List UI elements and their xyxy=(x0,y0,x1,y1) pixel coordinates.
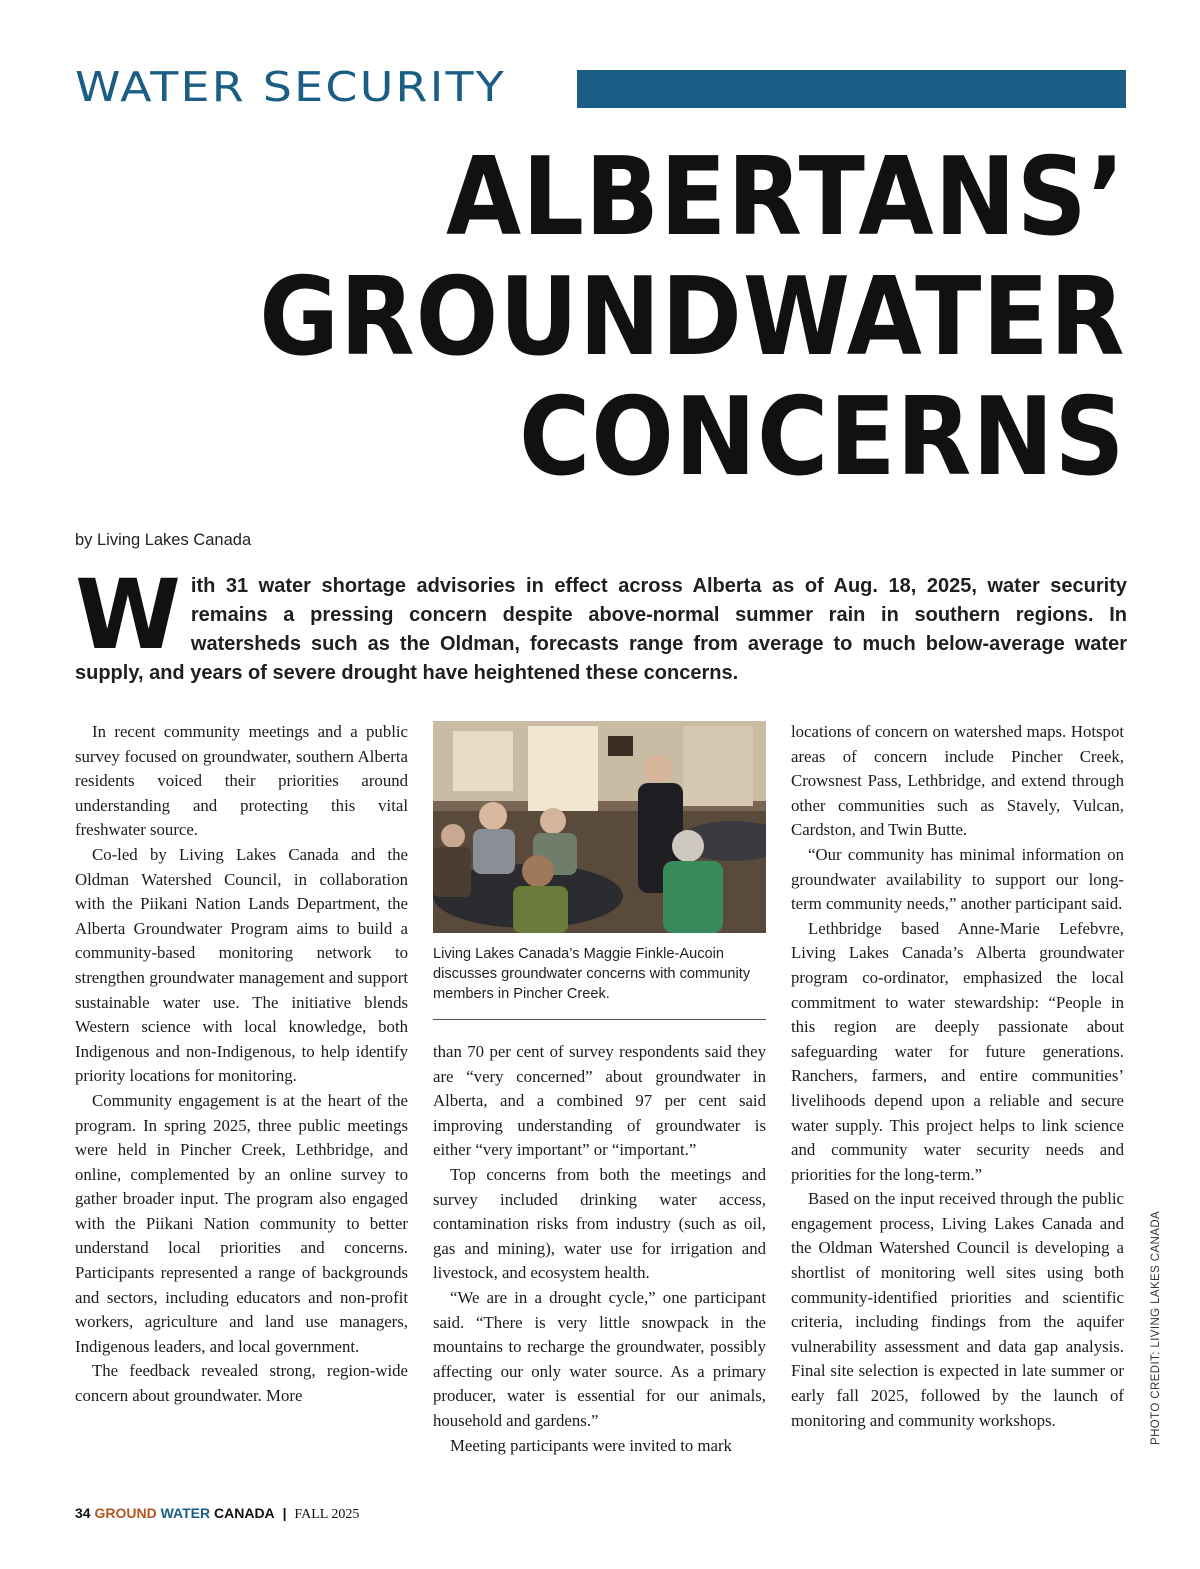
body-column-1 xyxy=(75,720,408,1409)
photo-credit: PHOTO CREDIT: LIVING LAKES CANADA xyxy=(1150,1210,1162,1445)
body-paragraph: locations of concern on watershed maps. Hotspot areas of concern include Pincher Creek, Crowsnest Pass, Lethbridge, and extend through other communities such as Stavely, Vulcan, Cardston, and Twin Butte. xyxy=(791,722,1124,840)
headline-line-3: CONCERNS xyxy=(518,375,1125,500)
brand-word-ground: GROUND xyxy=(94,1505,157,1521)
brand-word-canada: CANADA xyxy=(214,1505,275,1521)
body-paragraph: Based on the input received through the public engagement process, Living Lakes Canada and the Oldman Watershed Council is developing a shortlist of monitoring well sites using both community-identified priorities and scientific criteria, including findings from the aquifer vulnerability assessment and data gap analysis. Final site selection is expected in late summer or early fall 2025, followed by the launch of monitoring and community workshops. xyxy=(791,1189,1124,1430)
body-paragraph: “Our community has minimal information on groundwater availability to support our long-term community needs,” another participant said. xyxy=(791,844,1124,914)
body-paragraph: Co-led by Living Lakes Canada and the Oldman Watershed Council, in collaboration with the Piikani Nation Lands Department, the Alberta Groundwater Program aims to build a community-based monitoring network to strengthen groundwater management and support sustainable water use. The initiative blends Western science with local knowledge, both Indigenous and non-Indigenous, to help identify priority locations for monitoring. xyxy=(75,844,408,1086)
meeting-photo xyxy=(433,721,766,933)
meeting-photo-illustration xyxy=(433,721,766,933)
body-paragraph: Lethbridge based Anne-Marie Lefebvre, Living Lakes Canada’s Alberta groundwater program co-ordinator, emphasized the local commitment to water stewardship: “People in this region are deeply passionate about safeguarding water for future generations. Ranchers, farmers, and entire communities’ livelihoods depend upon a reliable and secure water supply. This project helps to link science and community water security needs and priorities for the long-term.” xyxy=(791,918,1124,1184)
footer-separator: | xyxy=(282,1505,287,1521)
body-paragraph: “We are in a drought cycle,” one participant said. “There is very little snowpack in the mountains to recharge the groundwater, possibly affecting our only water source. As a primary producer, water is essential for our animals, household and gardens.” xyxy=(433,1287,766,1430)
intro-paragraph xyxy=(75,559,1127,688)
byline: by Living Lakes Canada xyxy=(75,531,252,549)
section-label: WATER SECURITY xyxy=(75,63,507,111)
body-column-3 xyxy=(791,720,1124,1433)
body-paragraph: than 70 per cent of survey respondents said they are “very concerned” about groundwater in Alberta, and a combined 97 per cent said improving understanding of groundwater is either “very important” or “important.” xyxy=(433,1042,766,1160)
caption-divider xyxy=(433,1019,766,1020)
page-footer xyxy=(75,1505,359,1523)
body-paragraph: Meeting participants were invited to mark xyxy=(450,1435,732,1455)
headline xyxy=(163,135,1125,500)
drop-cap: W xyxy=(75,559,181,671)
intro-text: ith 31 water shortage advisories in effect across Alberta as of Aug. 18, 2025, water security remains a pressing concern despite above-normal summer rain in southern regions. In watersheds such as the Oldman, forecasts range from average to much below-average water supply, and years of severe drought have heightened these concerns. xyxy=(75,575,1127,684)
issue-date: FALL 2025 xyxy=(294,1507,360,1522)
brand-word-water: WATER xyxy=(160,1505,211,1521)
headline-line-1: ALBERTANS’ xyxy=(445,135,1125,260)
page-number: 34 xyxy=(75,1505,91,1521)
photo-caption: Living Lakes Canada’s Maggie Finkle-Aucoin discusses groundwater concerns with community members in Pincher Creek. xyxy=(433,946,751,1002)
body-paragraph: Community engagement is at the heart of the program. In spring 2025, three public meetings were held in Pincher Creek, Lethbridge, and online, complemented by an online survey to gather broader input. The program also engaged with the Piikani Nation community to better understand local priorities and concerns. Participants represented a range of backgrounds and sectors, including educators and non-profit workers, agriculture and land use managers, Indigenous leaders, and local government. xyxy=(75,1090,408,1356)
section-accent-bar xyxy=(577,70,1126,108)
body-paragraph: In recent community meetings and a public survey focused on groundwater, southern Alberta residents voiced their priorities around understanding and protecting this vital freshwater source. xyxy=(75,722,408,840)
body-paragraph: Top concerns from both the meetings and survey included drinking water access, contamination risks from industry (such as oil, gas and mining), water use for irrigation and livestock, and ecosystem health. xyxy=(433,1164,766,1283)
body-paragraph: The feedback revealed strong, region-wide concern about groundwater. More xyxy=(75,1361,408,1406)
headline-line-2: GROUNDWATER xyxy=(258,255,1125,380)
body-column-2 xyxy=(433,1040,766,1458)
